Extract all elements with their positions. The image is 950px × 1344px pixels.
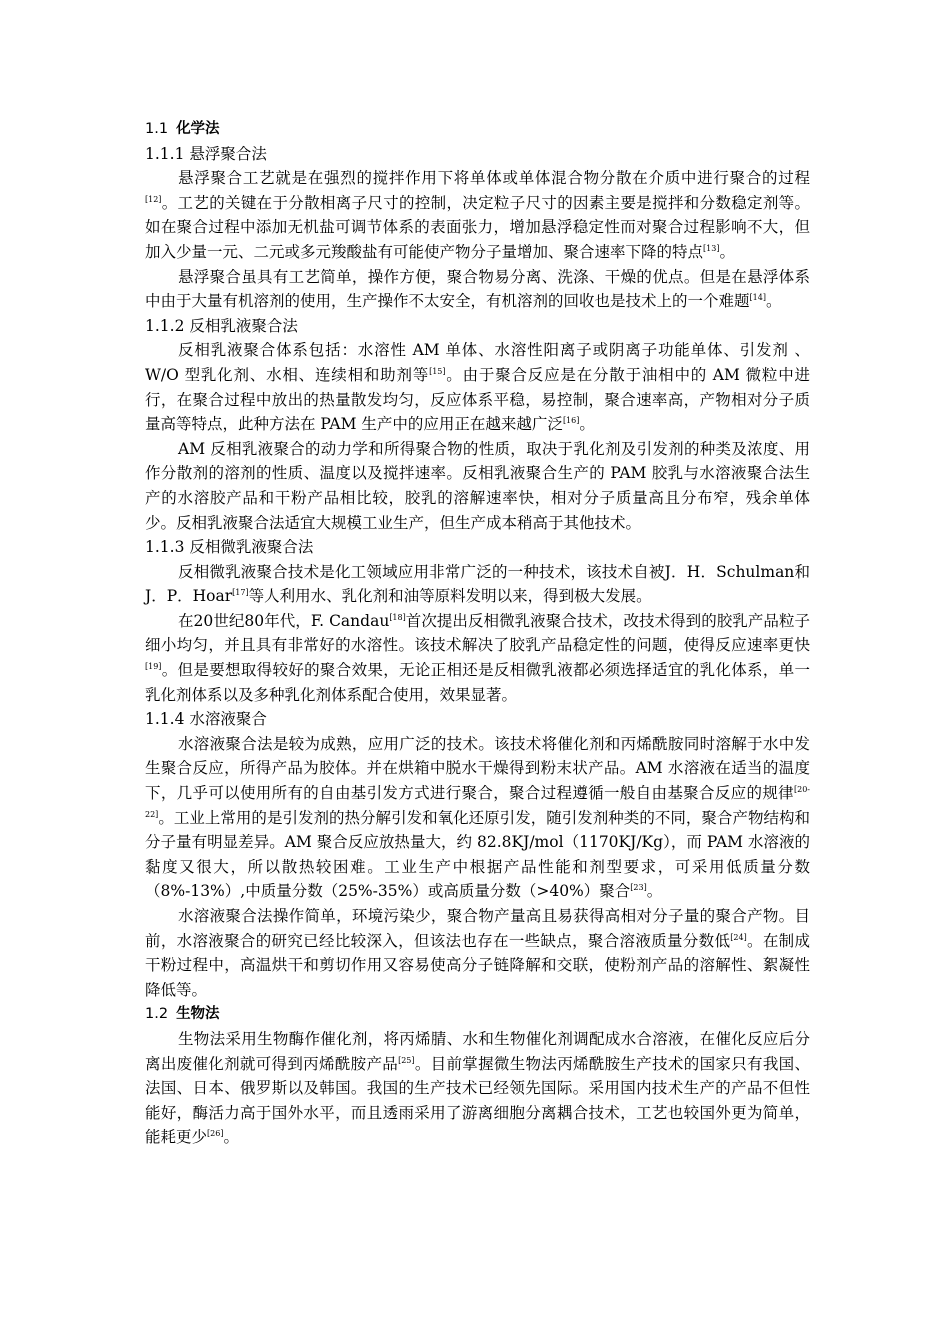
section-heading-biological: [145, 1002, 810, 1027]
paragraph: 悬浮聚合工艺就是在强烈的搅拌作用下将单体或单体混合物分散在介质中进行聚合的过程[12]。工艺的关键在于分散相离子尺寸的控制，决定粒子尺寸的因素主要是搅拌和分数稳定剂等。如在聚合过程中添加无机盐可调节体系的表面张力，增加悬浮稳定性而对聚合过程影响不大，但加入少量一元、二元或多元羧酸盐有可能使产物分子量增加、聚合速率下降的特点[13]。: [145, 169, 810, 261]
section-number: 1.1: [145, 121, 169, 137]
citation: [16]: [562, 416, 580, 426]
paragraph: 悬浮聚合虽具有工艺简单，操作方便，聚合物易分离、洗涤、干燥的优点。但是在悬浮体系中由于大量有机溶剂的使用，生产操作不太安全，有机溶剂的回收也是技术上的一个难题[14]。: [145, 267, 810, 311]
citation: [25]: [398, 1055, 415, 1065]
citation: [20-22]: [145, 785, 810, 819]
citation: [17]: [232, 588, 249, 598]
paragraph: 水溶液聚合法操作简单，环境污染少，聚合物产量高且易获得高相对分子量的聚合产物。目前，水溶液聚合的研究已经比较深入，但该法也存在一些缺点，聚合溶液质量分数低[24]。在制成干粉过程中，高温烘干和剪切作用又容易使高分子链降解和交联，使粉剂产品的溶解性、絮凝性降低等。: [145, 907, 810, 999]
citation: [19]: [145, 662, 162, 672]
paragraph: AM 反相乳液聚合的动力学和所得聚合物的性质，取决于乳化剂及引发剂的种类及浓度、用作分散剂的溶剂的性质、温度以及搅拌速率。反相乳液聚合生产的 PAM 胶乳与水溶液聚合法生产的水溶胶产品和干粉产品相比较，胶乳的溶解速率快，相对分子质量高且分布窄，残余单体少。反相乳液聚合法适宜大规模工业生产，但生产成本稍高于其他技术。: [145, 439, 810, 532]
paragraph: 生物法采用生物酶作催化剂，将丙烯腈、水和生物催化剂调配成水合溶液，在催化反应后分离出废催化剂就可得到丙烯酰胺产品[25]。目前掌握微生物法丙烯酰胺生产技术的国家只有我国、法国、日本、俄罗斯以及韩国。我国的生产技术已经领先国际。采用国内技术生产的产品不但性能好，酶活力高于国外水平，而且透雨采用了游离细胞分离耦合技术，工艺也较国外更为简单，能耗更少[26]。: [145, 1029, 810, 1147]
section-number: 1.2: [145, 1006, 169, 1023]
citation: [26]: [207, 1129, 224, 1139]
citation: [15]: [429, 366, 446, 376]
citation: [13]: [703, 243, 720, 253]
subsection-heading: 1.1.4 水溶液聚合: [145, 710, 267, 729]
subsection-heading: 1.1.2 反相乳液聚合法: [145, 316, 298, 335]
citation: [14]: [749, 293, 766, 303]
document-body: [145, 117, 810, 1150]
paragraph: 反相乳液聚合体系包括：水溶性 AM 单体、水溶性阳离子或阴离子功能单体、引发剂 、W/O 型乳化剂、水相、连续相和助剂等[15]。由于聚合反应是在分散于油相中的 AM 微粒中进行，在聚合过程中放出的热量散发均匀，反应体系平稳，易控制，聚合速率高，产物相对分子质量高等特点，此种方法在 PAM 生产中的应用正在越来越广泛[16]。: [145, 341, 810, 434]
subsection-heading: 1.1.3 反相微乳液聚合法: [145, 538, 314, 557]
paragraph: 水溶液聚合法是较为成熟，应用广泛的技术。该技术将催化剂和丙烯酰胺同时溶解于水中发生聚合反应，所得产品为胶体。并在烘箱中脱水干燥得到粉末状产品。AM 水溶液在适当的温度下，几乎可以使用所有的自由基引发方式进行聚合，聚合过程遵循一般自由基聚合反应的规律[20-22]。工业上常用的是引发剂的热分解引发和氧化还原引发，随引发剂种类的不同，聚合产物结构和分子量有明显差异。AM 聚合反应放热量大，约 82.8KJ/mol（1170KJ/Kg），而 PAM 水溶液的黏度又很大，所以散热较困难。工业生产中根据产品性能和剂型要求，可采用低质量分数（8%-13%）,中质量分数（25%-35%）或高质量分数（>40%）聚合[23]。: [145, 734, 810, 901]
paragraph: 在20世纪80年代，F. Candau[18]首次提出反相微乳液聚合技术，改技术得到的胶乳产品粒子细小均匀，并且具有非常好的水溶性。该技术解决了胶乳产品稳定性的问题，使得反应速率更快[19]。但是要想取得较好的聚合效果，无论正相还是反相微乳液都必须选择适宜的乳化体系，单一乳化剂体系以及多种乳化剂体系配合使用，效果显著。: [145, 611, 810, 704]
citation: [12]: [145, 194, 162, 204]
section-title: 化学法: [176, 121, 220, 137]
section-heading-chemical: [145, 117, 810, 142]
citation: [23]: [630, 883, 647, 893]
citation: [18]: [389, 612, 406, 622]
citation: [24]: [730, 932, 747, 942]
paragraph: 反相微乳液聚合技术是化工领域应用非常广泛的一种技术，该技术自被J．H．Schulman和J．P．Hoar[17]等人利用水、乳化剂和油等原料发明以来，得到极大发展。: [145, 562, 810, 606]
subsection-heading: 1.1.1 悬浮聚合法: [145, 144, 267, 163]
section-title: 生物法: [176, 1006, 220, 1023]
